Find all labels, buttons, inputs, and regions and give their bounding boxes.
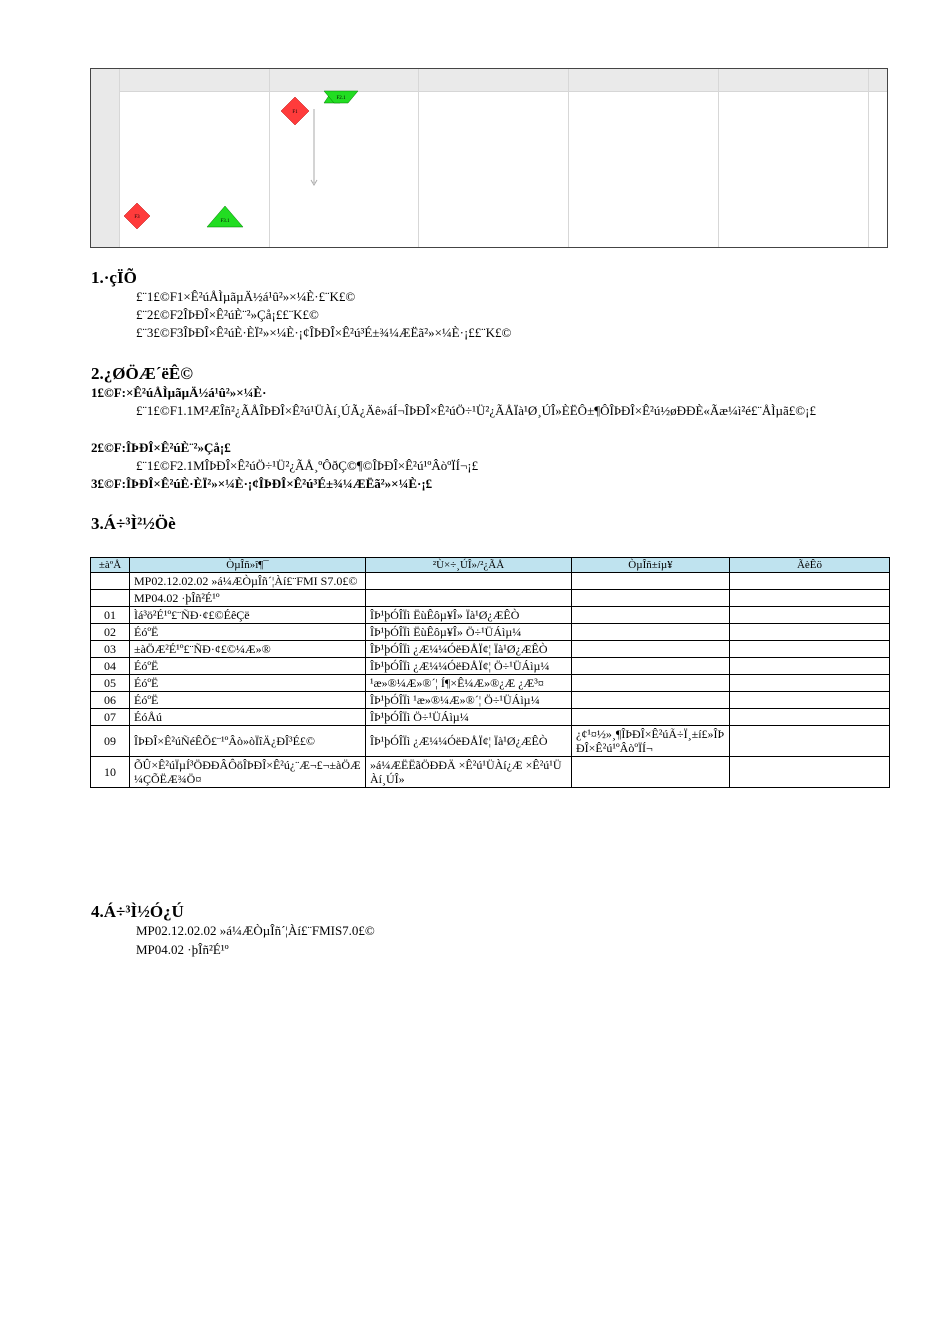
cell-desc	[730, 675, 890, 692]
cell-form	[572, 641, 730, 658]
column-header: ÒµÎñ±íµ¥	[572, 558, 730, 573]
cell-role: ÎÞ¹þÓÎÏì ¹æ»®¼Æ»®´¦ Ö÷¹ÜÁìµ¼	[366, 692, 572, 709]
cell-form	[572, 692, 730, 709]
control-text: £¨1£©F1.1M²ÆÎñ²¿ÃÅÎÞÐÎ×Ê²ú¹ÜÀí¸ÚÃ¿Äê»áÍ¬ÎÞÐÎ×Ê²úÖ÷¹Ü²¿ÃÅÏà¹Ø¸ÚÎ»ÈËÔ±¶ÔÎÞÐÎ×Ê²ú½øÐÐÈ«Ãæ¼ì²é£¨ÅÌµã£©¡£	[136, 403, 816, 418]
table-row	[91, 607, 890, 624]
risk-line: £¨3£©F3ÎÞÐÎ×Ê²úÈ·ÈÏ²»×¼È·¡¢ÎÞÐÎ×Ê²ú³É±¾¼ÆËã²»×¼È·¡££¨K£©	[136, 325, 512, 340]
cell-role: »á¼ÆËËãÖÐÐÄ ×Ê²ú¹ÜÀí¿Æ ×Ê²ú¹ÜÀí¸ÚÎ»	[366, 757, 572, 788]
cell-activity: ÕÛ×Ê²úÏµÍ³ÖÐÐÂÔöÎÞÐÎ×Ê²ú¿¨Æ¬£¬±àÖÆ¼ÇÕËÆ¾Ö¤	[130, 757, 366, 788]
cell-id: 10	[91, 757, 130, 788]
column-header: ±àºÅ	[91, 558, 130, 573]
cell-desc	[730, 757, 890, 788]
cell-role	[366, 573, 572, 590]
table-row	[91, 692, 890, 709]
flowchart-shapes	[91, 69, 887, 247]
control-head: 2£©F:ÎÞÐÎ×Ê²úÈ¨²»Çå¡£	[91, 440, 231, 455]
cell-id: 07	[91, 709, 130, 726]
cell-form	[572, 658, 730, 675]
cell-id	[91, 573, 130, 590]
cell-activity: ±àÖÆ²É¹º£¨ÑÐ·¢£©¼Æ»®	[130, 641, 366, 658]
cell-role: ÎÞ¹þÓÎÏì Ö÷¹ÜÁìµ¼	[366, 709, 572, 726]
cell-id: 09	[91, 726, 130, 757]
cell-activity: ÎÞÐÎ×Ê²úÑéÊÕ£¨¹ºÂò»òÏîÄ¿ÐÎ³É£©	[130, 726, 366, 757]
cell-form	[572, 573, 730, 590]
risk-diamond-f3	[124, 203, 150, 229]
risk-label: F3	[134, 215, 140, 220]
cell-role: ÎÞ¹þÓÎÏì ËùÊôµ¥Î» Ö÷¹ÜÁìµ¼	[366, 624, 572, 641]
cell-form	[572, 709, 730, 726]
cell-role: ¹æ»®¼Æ»®´¦ Í¶×Ê¼Æ»®¿Æ ¿Æ³¤	[366, 675, 572, 692]
risk-diamond-f1	[281, 97, 309, 125]
section-1-title: 1.·çÏÕ	[91, 268, 137, 287]
cell-role: ÎÞ¹þÓÎÏì ¿Æ¼¼ÓëÐÅÏ¢¦ Ö÷¹ÜÁìµ¼	[366, 658, 572, 675]
cell-id	[91, 590, 130, 607]
control-label: F2.1	[336, 96, 346, 101]
cell-desc	[730, 658, 890, 675]
cell-desc	[730, 607, 890, 624]
cell-desc	[730, 590, 890, 607]
cell-id: 05	[91, 675, 130, 692]
cell-role: ÎÞ¹þÓÎÏì ¿Æ¼¼ÓëÐÅÏ¢¦ Ïà¹Ø¿ÆÊÒ	[366, 726, 572, 757]
cell-role: ÎÞ¹þÓÎÏì ËùÊôµ¥Î» Ïà¹Ø¿ÆÊÒ	[366, 607, 572, 624]
table-row	[91, 757, 890, 788]
cell-desc	[730, 726, 890, 757]
table-row	[91, 624, 890, 641]
cell-form	[572, 624, 730, 641]
flowchart-area	[90, 68, 888, 248]
control-triangle-f2-1	[324, 91, 358, 103]
control-triangle-f3-1	[207, 206, 243, 227]
cell-form: ¿¢¹¤½»¸¶ÎÞÐÎ×Ê²úÃ÷Ï¸±í£»ÎÞÐÎ×Ê²ú¹ºÂòºÏÍ¬	[572, 726, 730, 757]
column-header: ²Ù×÷¸ÚÎ»/²¿ÃÅ	[366, 558, 572, 573]
cell-activity: ÉóºË	[130, 624, 366, 641]
cell-activity: Ìá³ö²É¹º£¨ÑÐ·¢£©ÉêÇë	[130, 607, 366, 624]
risk-label: F1	[292, 110, 298, 115]
table-row	[91, 590, 890, 607]
table-row	[91, 675, 890, 692]
cell-desc	[730, 624, 890, 641]
table-row	[91, 573, 890, 590]
control-label: F3.1	[220, 219, 230, 224]
interface-line: MP02.12.02.02 »á¼ÆÒµÎñ´¦Àí£¨FMIS7.0£©	[136, 923, 375, 938]
cell-activity: ÉóºË	[130, 692, 366, 709]
column-header: ÒµÎñ»î¶¯	[130, 558, 366, 573]
cell-activity: ÉóºË	[130, 675, 366, 692]
section-3-title: 3.Á÷³Ì²½Öè	[91, 514, 176, 533]
cell-activity: ÉóºË	[130, 658, 366, 675]
cell-id: 06	[91, 692, 130, 709]
cell-role: ÎÞ¹þÓÎÏì ¿Æ¼¼ÓëÐÅÏ¢¦ Ïà¹Ø¿ÆÊÒ	[366, 641, 572, 658]
cell-form	[572, 675, 730, 692]
risk-line: £¨1£©F1×Ê²úÅÌµãµÄ½á¹û²»×¼È·£¨K£©	[136, 289, 356, 304]
interface-line: MP04.02 ·þÎñ²É¹º	[136, 942, 229, 957]
cell-activity: ÉóÅú	[130, 709, 366, 726]
cell-form	[572, 590, 730, 607]
column-header: ÃèÊö	[730, 558, 890, 573]
table-row	[91, 658, 890, 675]
cell-desc	[730, 692, 890, 709]
process-steps-table	[90, 557, 890, 788]
cell-form	[572, 757, 730, 788]
section-2-title: 2.¿ØÖÆ´ëÊ©	[91, 364, 193, 383]
cell-role	[366, 590, 572, 607]
table-row	[91, 709, 890, 726]
cell-desc	[730, 709, 890, 726]
cell-desc	[730, 573, 890, 590]
control-text: £¨1£©F2.1MÎÞÐÎ×Ê²úÖ÷¹Ü²¿ÃÅ¸ºÔðÇ©¶©ÎÞÐÎ×Ê²ú¹ºÂòºÏÍ¬¡£	[136, 458, 479, 473]
table-header-row	[91, 558, 890, 573]
cell-activity: MP04.02 ·þÎñ²É¹º	[130, 590, 366, 607]
risk-line: £¨2£©F2ÎÞÐÎ×Ê²úÈ¨²»Çå¡££¨K£©	[136, 307, 319, 322]
cell-activity: MP02.12.02.02 »á¼ÆÒµÎñ´¦Àí£¨FMI S7.0£©	[130, 573, 366, 590]
table-row	[91, 641, 890, 658]
table-row	[91, 726, 890, 757]
cell-desc	[730, 641, 890, 658]
cell-id: 01	[91, 607, 130, 624]
cell-id: 03	[91, 641, 130, 658]
cell-id: 02	[91, 624, 130, 641]
cell-form	[572, 607, 730, 624]
cell-id: 04	[91, 658, 130, 675]
section-4-title: 4.Á÷³Ì½Ó¿Ú	[91, 902, 184, 921]
control-head: 3£©F:ÎÞÐÎ×Ê²úÈ·ÈÏ²»×¼È·¡¢ÎÞÐÎ×Ê²ú³É±¾¼ÆËã²»×¼È·¡£	[91, 476, 433, 491]
control-head: 1£©F:×Ê²úÅÌµãµÄ½á¹û²»×¼È·	[91, 385, 267, 400]
